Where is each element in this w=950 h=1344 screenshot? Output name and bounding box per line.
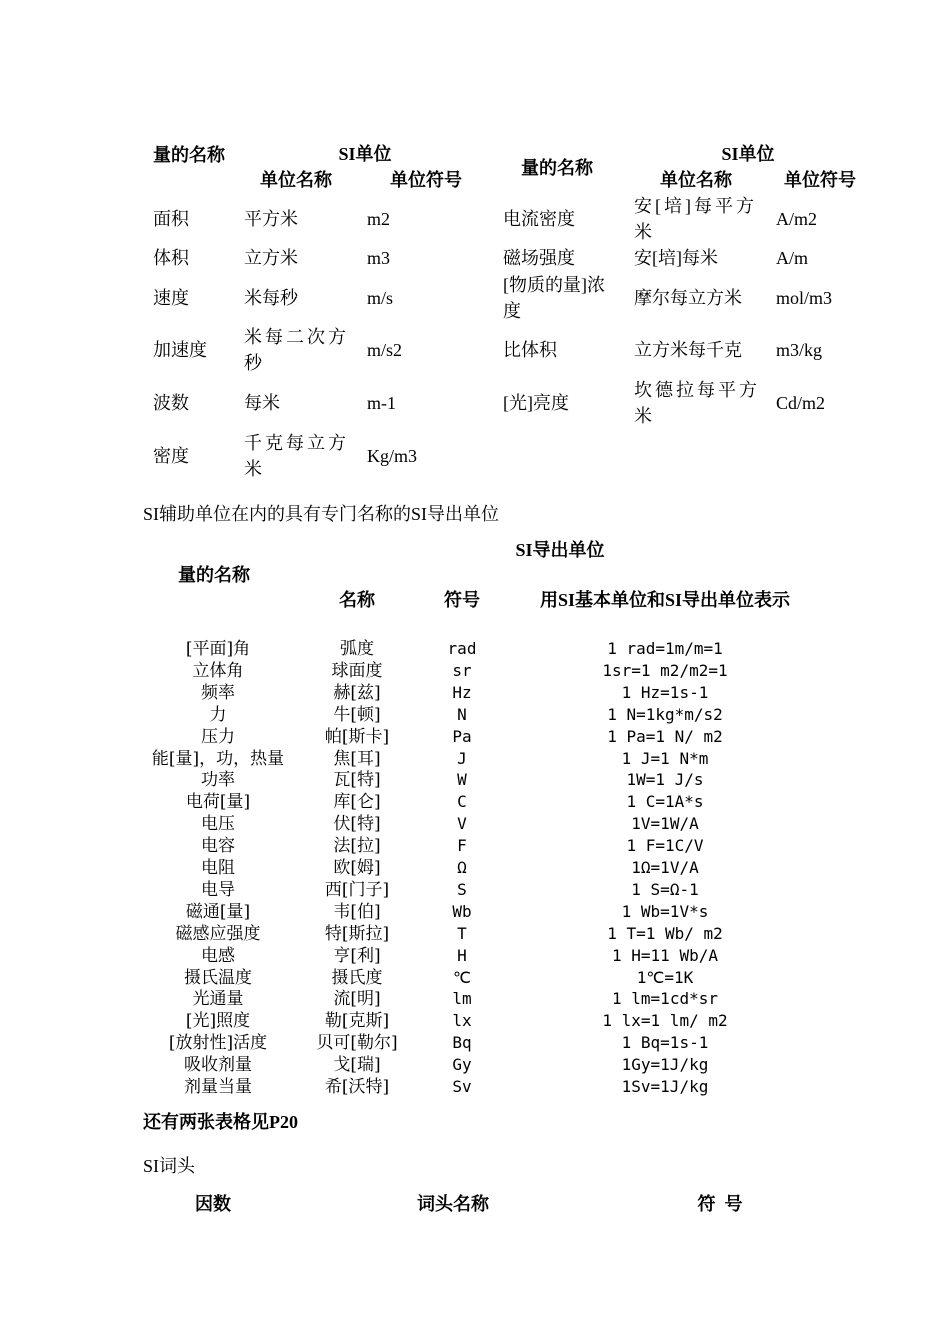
table1-right-symbol: A/m2 (776, 209, 818, 229)
row-quantity: 摄氏温度 (184, 967, 252, 988)
row-quantity: 功率 (201, 770, 235, 791)
table1-right-symbol: m3/kg (776, 340, 823, 360)
row-unit-symbol: N (457, 704, 467, 724)
symbol-header: 符 号 (697, 1194, 743, 1214)
row-expression: 1 Hz=1s-1 (621, 682, 709, 702)
row-unit-symbol: lm (452, 989, 472, 1009)
qty-name-header-right: 量的名称 (521, 158, 593, 178)
table1-left-name: 平方米 (244, 209, 298, 229)
si-unit-header-left: SI单位 (338, 144, 392, 164)
unit-symbol-header-left: 单位符号 (390, 170, 462, 190)
table1-left-qty: 波数 (153, 393, 189, 413)
table1-left-symbol: m/s2 (367, 340, 403, 360)
row-expression: 1 Pa=1 N/ m2 (607, 726, 723, 746)
row-unit-symbol: sr (452, 660, 472, 680)
row-quantity: 磁感应强度 (175, 923, 261, 944)
row-unit-name: 亨[利] (333, 945, 381, 966)
row-unit-symbol: W (457, 770, 467, 790)
table1-left-qty: 体积 (153, 248, 189, 268)
table1-left-name: 每米 (244, 393, 280, 413)
expression-header: 用SI基本单位和SI导出单位表示 (539, 590, 791, 610)
row-quantity: 力 (209, 704, 227, 725)
row-unit-symbol: Bq (452, 1033, 472, 1053)
row-unit-name: 焦[耳] (333, 748, 381, 769)
row-unit-symbol: F (457, 836, 467, 856)
row-unit-name: 伏[特] (333, 814, 381, 835)
row-expression: 1Sv=1J/kg (621, 1077, 709, 1096)
prefix-name-header: 词头名称 (417, 1194, 489, 1214)
table1-left-name: 立方米 (244, 248, 298, 268)
row-expression: 1Gy=1J/kg (621, 1055, 709, 1075)
factor-header: 因数 (195, 1194, 231, 1214)
row-unit-name: 牛[顿] (333, 704, 381, 725)
row-quantity: [放射性]活度 (168, 1033, 268, 1054)
row-expression: 1V=1W/A (631, 814, 699, 834)
section-title-derived-units: SI辅助单位在内的具有专门名称的SI导出单位 (143, 504, 500, 524)
note-see-p20: 还有两张表格见P20 (143, 1112, 298, 1132)
table1-right-symbol: A/m (776, 248, 809, 268)
row-unit-name: 希[沃特] (324, 1077, 390, 1097)
row-unit-name: 西[门子] (324, 879, 390, 900)
table1-right-symbol: mol/m3 (776, 288, 833, 308)
row-unit-name: 摄氏度 (331, 967, 383, 988)
table1-left-symbol: m-1 (367, 393, 396, 413)
row-unit-name: 特[斯拉] (324, 923, 390, 944)
row-expression: 1Ω=1V/A (631, 858, 699, 877)
row-quantity: 电荷[量] (185, 792, 251, 813)
row-quantity: [平面]角 (185, 639, 251, 659)
row-quantity: 频率 (201, 682, 235, 703)
row-unit-symbol: Gy (452, 1055, 472, 1075)
row-unit-name: 勒[克斯] (324, 1011, 390, 1032)
unit-symbol-header-right: 单位符号 (784, 170, 856, 190)
table1-right-name: 坎德拉每平方米 (634, 380, 760, 426)
row-unit-symbol: H (457, 945, 467, 965)
table1-right-name: 摩尔每立方米 (634, 288, 742, 308)
table1-right-name: 安[培]每米 (634, 248, 718, 268)
row-quantity: 能[量]，功，热量 (151, 748, 285, 769)
row-expression: 1℃=1K (636, 967, 694, 987)
row-unit-name: 球面度 (331, 660, 383, 681)
table1-left-name: 千克每立方米 (244, 433, 349, 479)
row-expression: 1 N=1kg*m/s2 (607, 704, 723, 724)
table1-right-qty: 电流密度 (503, 209, 575, 229)
si-unit-header-right: SI单位 (721, 144, 775, 164)
table1-left-name: 米每二次方秒 (244, 327, 349, 373)
row-unit-symbol: T (457, 923, 467, 943)
row-expression: 1W=1 J/s (626, 770, 704, 790)
unit-name-header-right: 单位名称 (660, 170, 732, 190)
si-derived-unit-header: SI导出单位 (515, 540, 605, 560)
row-quantity: 压力 (201, 726, 235, 747)
row-quantity: 电感 (201, 945, 235, 966)
table1-left-symbol: Kg/m3 (367, 446, 418, 466)
row-quantity: 立体角 (192, 660, 244, 681)
row-unit-name: 赫[兹] (333, 682, 381, 703)
row-unit-symbol: Ω (457, 858, 467, 877)
row-unit-symbol: lx (452, 1011, 472, 1031)
row-unit-name: 帕[斯卡] (324, 726, 390, 747)
row-unit-symbol: J (457, 748, 467, 768)
row-quantity: 电阻 (201, 858, 235, 878)
table1-left-name: 米每秒 (244, 288, 298, 308)
table1-left-qty: 密度 (153, 446, 189, 466)
row-expression: 1 F=1C/V (626, 836, 704, 856)
row-unit-symbol: S (457, 879, 467, 899)
row-unit-symbol: Wb (452, 901, 472, 921)
row-unit-name: 瓦[特] (333, 770, 381, 791)
row-unit-symbol: Sv (452, 1077, 472, 1096)
row-unit-name: 欧[姆] (333, 858, 381, 878)
row-quantity: 光通量 (192, 989, 244, 1010)
row-unit-name: 韦[伯] (333, 901, 381, 922)
row-unit-name: 库[仑] (333, 792, 381, 813)
row-quantity: 电压 (201, 814, 235, 835)
row-quantity: 磁通[量] (185, 901, 251, 922)
row-expression: 1 T=1 Wb/ m2 (607, 923, 723, 943)
row-unit-name: 法[拉] (333, 836, 381, 857)
row-unit-symbol: Pa (452, 726, 472, 746)
table1-right-name: 立方米每千克 (634, 340, 742, 360)
row-unit-name: 流[明] (333, 989, 381, 1010)
section-title-si-prefixes: SI词头 (143, 1156, 196, 1176)
row-quantity: 电导 (201, 879, 235, 900)
row-unit-name: 贝可[勒尔] (316, 1033, 398, 1054)
table1-left-symbol: m3 (367, 248, 391, 268)
unit-name-header-left: 单位名称 (260, 170, 332, 190)
row-quantity: 吸收剂量 (184, 1055, 252, 1076)
row-unit-name: 戈[瑞] (333, 1055, 381, 1076)
row-quantity: 电容 (201, 836, 235, 857)
row-quantity: 剂量当量 (184, 1077, 252, 1097)
row-expression: 1 S=Ω-1 (631, 879, 699, 899)
table1-right-symbol: Cd/m2 (776, 393, 826, 413)
table1-left-symbol: m/s (367, 288, 394, 308)
table1-right-name: 安[培]每平方米 (634, 196, 757, 242)
row-unit-symbol: ℃ (453, 967, 471, 987)
row-unit-symbol: rad (447, 639, 477, 658)
row-unit-name: 弧度 (340, 639, 374, 659)
symbol-header: 符号 (444, 590, 480, 610)
row-unit-symbol: C (457, 792, 467, 812)
name-header: 名称 (339, 590, 375, 610)
table1-right-qty: 磁场强度 (503, 248, 575, 268)
row-expression: 1 Bq=1s-1 (621, 1033, 709, 1053)
table1-left-qty: 面积 (153, 209, 189, 229)
row-unit-symbol: Hz (452, 682, 472, 702)
table1-left-qty: 速度 (153, 288, 189, 308)
row-expression: 1 lx=1 lm/ m2 (602, 1011, 728, 1031)
row-quantity: [光]照度 (185, 1011, 251, 1032)
row-unit-symbol: V (457, 814, 467, 834)
row-expression: 1 J=1 N*m (621, 748, 709, 768)
table1-right-qty: 比体积 (503, 340, 557, 360)
row-expression: 1 Wb=1V*s (621, 901, 709, 921)
row-expression: 1 rad=1m/m=1 (607, 639, 723, 658)
row-expression: 1 C=1A*s (626, 792, 704, 812)
table1-left-symbol: m2 (367, 209, 391, 229)
qty-name-header: 量的名称 (178, 565, 250, 585)
row-expression: 1 lm=1cd*sr (612, 989, 718, 1009)
table1-right-qty: [物质的量]浓度 (503, 275, 605, 321)
row-expression: 1sr=1 m2/m2=1 (602, 660, 728, 680)
table1-left-qty: 加速度 (153, 340, 207, 360)
row-expression: 1 H=11 Wb/A (612, 945, 718, 965)
table1-right-qty: [光]亮度 (503, 393, 569, 413)
qty-name-header-left: 量的名称 (153, 145, 225, 165)
